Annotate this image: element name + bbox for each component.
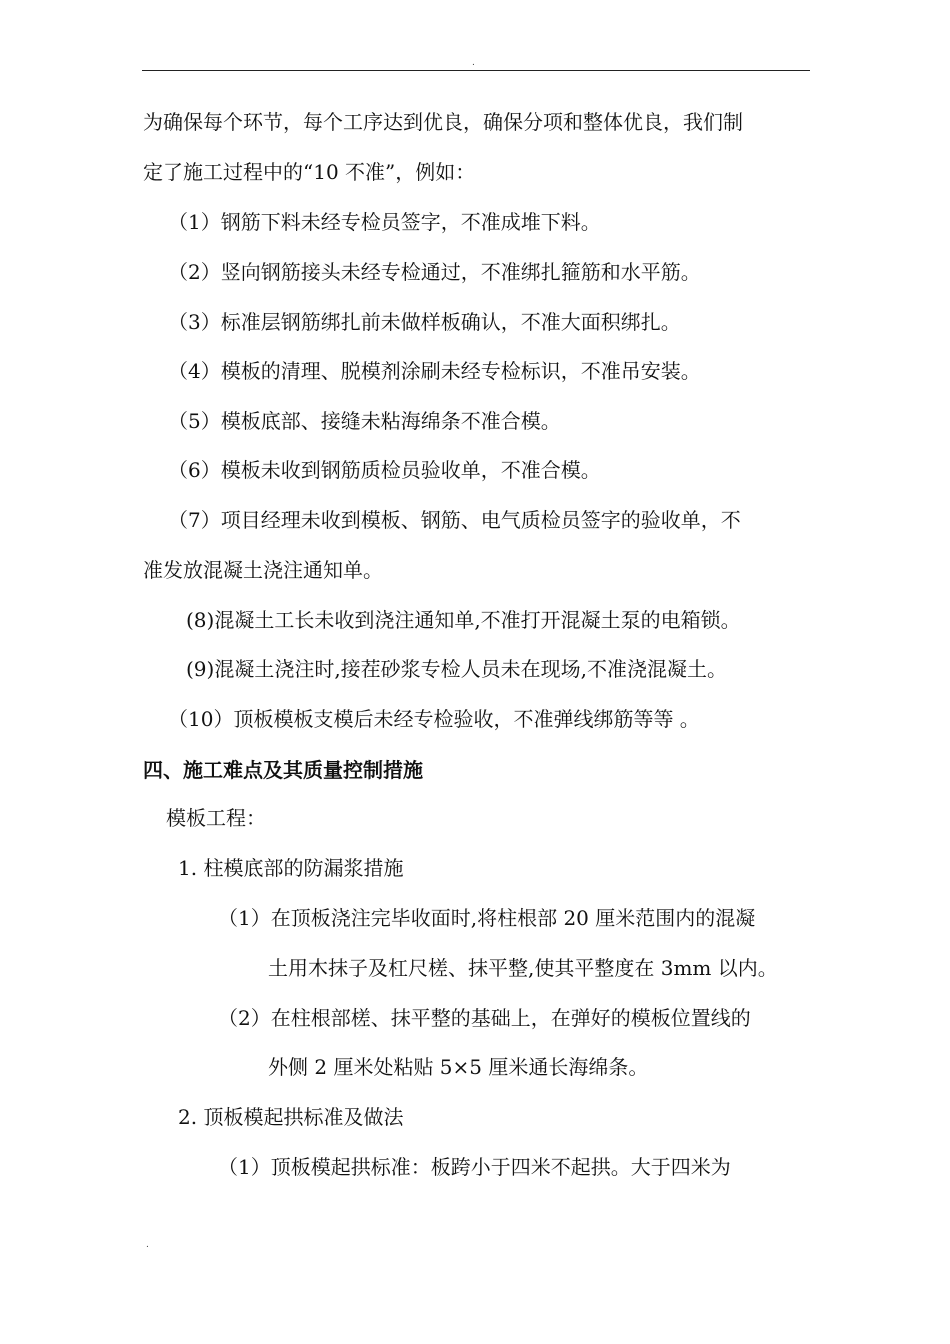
header-dot: .: [472, 58, 475, 68]
paragraph-line: 为确保每个环节，每个工序达到优良，确保分项和整体优良，我们制: [143, 110, 743, 134]
list-item: 外侧 2 厘米处粘贴 5×5 厘米通长海绵条。: [268, 1055, 649, 1079]
list-item: 准发放混凝土浇注通知单。: [143, 558, 383, 582]
list-item: (8)混凝土工长未收到浇注通知单,不准打开混凝土泵的电箱锁。: [186, 608, 741, 632]
list-item: （1）钢筋下料未经专检员签字，不准成堆下料。: [168, 210, 601, 234]
list-item: （4）模板的清理、脱模剂涂刷未经专检标识，不准吊安装。: [168, 359, 701, 383]
subsection-title: 1. 柱模底部的防漏浆措施: [178, 856, 404, 880]
footer-dot: .: [146, 1240, 149, 1250]
subsection-title: 2. 顶板模起拱标准及做法: [178, 1105, 404, 1129]
list-item: （5）模板底部、接缝未粘海绵条不准合模。: [168, 409, 561, 433]
list-item: (9)混凝土浇注时,接茬砂浆专检人员未在现场,不准浇混凝土。: [186, 657, 728, 681]
list-item: （1）顶板模起拱标准：板跨小于四米不起拱。大于四米为: [218, 1155, 731, 1179]
list-item: （1）在顶板浇注完毕收面时,将柱根部 20 厘米范围内的混凝: [218, 906, 756, 930]
list-item: （3）标准层钢筋绑扎前未做样板确认，不准大面积绑扎。: [168, 310, 681, 334]
paragraph-line: 定了施工过程中的“10 不准”，例如：: [143, 160, 476, 184]
list-item: （7）项目经理未收到模板、钢筋、电气质检员签字的验收单，不: [168, 508, 741, 532]
header-rule: [142, 70, 810, 71]
list-item: （2）在柱根部槎、抹平整的基础上，在弹好的模板位置线的: [218, 1006, 751, 1030]
section-heading: 四、施工难点及其质量控制措施: [143, 758, 423, 782]
list-item: （2）竖向钢筋接头未经专检通过，不准绑扎箍筋和水平筋。: [168, 260, 701, 284]
subsection-label: 模板工程：: [166, 806, 266, 830]
list-item: 土用木抹子及杠尺槎、抹平整,使其平整度在 3mm 以内。: [268, 956, 778, 980]
list-item: （6）模板未收到钢筋质检员验收单，不准合模。: [168, 458, 601, 482]
list-item: （10）顶板模板支模后未经专检验收，不准弹线绑筋等等 。: [168, 707, 700, 731]
